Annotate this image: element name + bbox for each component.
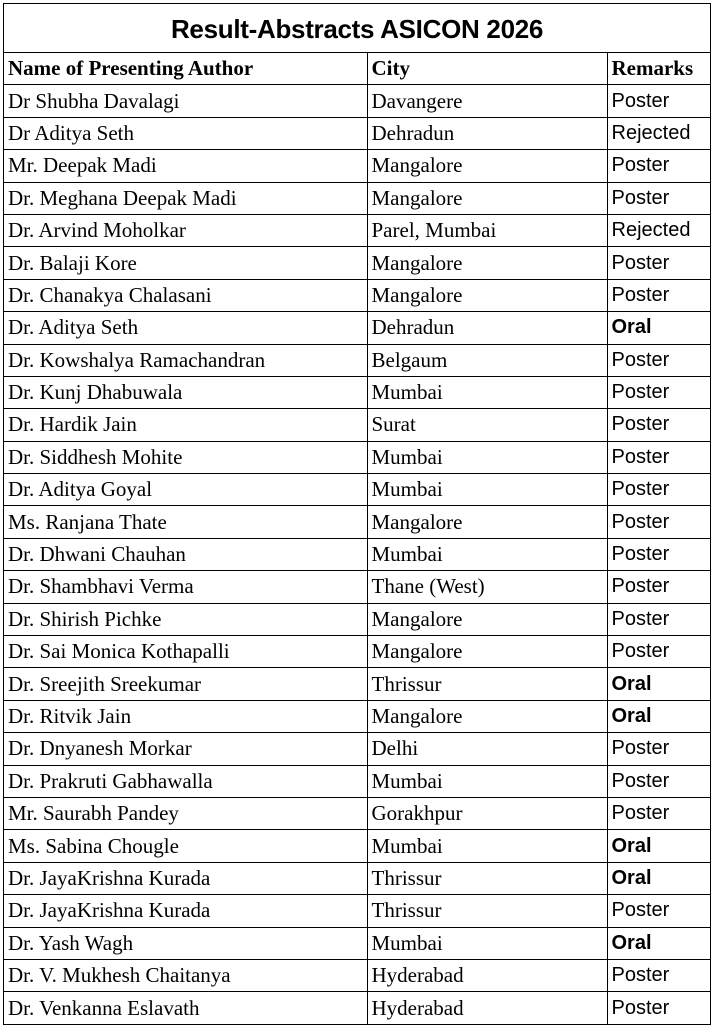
city-cell: Mangalore xyxy=(367,247,607,279)
table-row xyxy=(4,700,710,732)
remark-cell: Poster xyxy=(607,279,710,311)
table-row xyxy=(4,538,710,570)
column-header-remarks: Remarks xyxy=(607,53,710,85)
remark-cell: Poster xyxy=(611,996,670,1019)
author-name-cell: Dr. Hardik Jain xyxy=(4,409,367,441)
remark-cell: Poster xyxy=(607,765,710,797)
remark-cell: Poster xyxy=(607,506,710,538)
table-row xyxy=(4,830,710,862)
city-cell: Mumbai xyxy=(367,376,607,408)
author-name-cell: Dr. Kunj Dhabuwala xyxy=(4,376,367,408)
table-row xyxy=(4,85,710,117)
author-name-cell: Mr. Deepak Madi xyxy=(4,150,367,182)
city-cell: Mangalore xyxy=(367,279,607,311)
remark-cell: Poster xyxy=(607,636,710,668)
city-cell: Mangalore xyxy=(367,182,607,214)
city-cell: Parel, Mumbai xyxy=(367,214,607,246)
city-cell: Hyderabad xyxy=(367,959,607,991)
table-row xyxy=(4,409,710,441)
city-cell: Thane (West) xyxy=(367,571,607,603)
city-cell: Mangalore xyxy=(367,603,607,635)
author-name-cell: Dr. Dhwani Chauhan xyxy=(4,538,367,570)
remark-cell: Poster xyxy=(607,797,710,829)
author-name-cell: Dr. JayaKrishna Kurada xyxy=(4,895,367,927)
remark-cell: Poster xyxy=(607,182,710,214)
remark-cell: Oral xyxy=(607,927,710,959)
remark-cell: Poster xyxy=(607,538,710,570)
table-row xyxy=(4,214,710,246)
city-cell: Thrissur xyxy=(367,895,607,927)
table-row xyxy=(4,571,710,603)
remark-cell: Oral xyxy=(607,700,710,732)
table-row xyxy=(4,668,710,700)
author-name-cell: Dr. JayaKrishna Kurada xyxy=(4,862,367,894)
city-cell: Mangalore xyxy=(367,506,607,538)
author-name-cell: Dr. Aditya Goyal xyxy=(4,474,367,506)
city-cell: Mumbai xyxy=(367,441,607,473)
author-name-cell: Dr. Kowshalya Ramachandran xyxy=(4,344,367,376)
remark-cell: Oral xyxy=(607,312,710,344)
author-name-cell: Ms. Ranjana Thate xyxy=(4,506,367,538)
city-cell: Mumbai xyxy=(367,474,607,506)
city-cell: Mumbai xyxy=(367,830,607,862)
author-name-cell: Dr. Chanakya Chalasani xyxy=(4,279,367,311)
author-name-cell: Ms. Sabina Chougle xyxy=(4,830,367,862)
remark-cell: Poster xyxy=(607,733,710,765)
city-cell: Davangere xyxy=(367,85,607,117)
author-name-cell: Dr. Shirish Pichke xyxy=(4,603,367,635)
city-cell: Mumbai xyxy=(367,765,607,797)
city-cell: Gorakhpur xyxy=(367,797,607,829)
city-cell: Delhi xyxy=(367,733,607,765)
author-name-cell: Dr. Prakruti Gabhawalla xyxy=(4,765,367,797)
author-name-cell: Dr. Dnyanesh Morkar xyxy=(4,733,367,765)
remark-cell: Poster xyxy=(607,150,710,182)
remark-cell: Poster xyxy=(607,247,710,279)
city-cell: Belgaum xyxy=(367,344,607,376)
author-name-cell: Dr. Arvind Moholkar xyxy=(4,214,367,246)
city-cell: Thrissur xyxy=(367,862,607,894)
table-row xyxy=(4,182,710,214)
author-name-cell: Dr Shubha Davalagi xyxy=(4,85,367,117)
column-header-name: Name of Presenting Author xyxy=(4,53,367,85)
remark-cell: Poster xyxy=(607,603,710,635)
remark-cell: Poster xyxy=(607,895,710,927)
column-header-city: City xyxy=(367,53,607,85)
remark-cell: Rejected xyxy=(607,214,710,246)
city-cell: Dehradun xyxy=(367,312,607,344)
author-name-cell: Dr. Meghana Deepak Madi xyxy=(4,182,367,214)
table-row xyxy=(4,959,710,991)
city-cell: Surat xyxy=(367,409,607,441)
table-row xyxy=(4,247,710,279)
table-row xyxy=(4,797,710,829)
table-row xyxy=(4,862,710,894)
city-cell: Mangalore xyxy=(367,636,607,668)
city-cell: Mangalore xyxy=(367,700,607,732)
remark-cell: Rejected xyxy=(607,117,710,149)
remark-cell: Poster xyxy=(607,474,710,506)
remark-cell: Poster xyxy=(607,344,710,376)
table-row xyxy=(4,895,710,927)
table-body xyxy=(4,85,710,1024)
city-cell: Mangalore xyxy=(367,150,607,182)
results-sheet xyxy=(3,3,711,1025)
table-row xyxy=(4,474,710,506)
remark-cell: Poster xyxy=(607,409,710,441)
remark-cell: Oral xyxy=(607,862,710,894)
remark-cell: Oral xyxy=(607,830,710,862)
table-row xyxy=(4,150,710,182)
author-name-cell: Dr. Sreejith Sreekumar xyxy=(4,668,367,700)
header-row xyxy=(4,53,710,85)
table-row xyxy=(4,506,710,538)
remark-cell: Poster xyxy=(607,85,710,117)
results-table xyxy=(4,53,710,1024)
author-name-cell: Dr. Yash Wagh xyxy=(4,927,367,959)
city-cell: Thrissur xyxy=(367,668,607,700)
remark-cell: Poster xyxy=(607,571,710,603)
table-row xyxy=(4,344,710,376)
table-row xyxy=(4,927,710,959)
remark-cell: Oral xyxy=(607,668,710,700)
author-name-cell: Dr. Sai Monica Kothapalli xyxy=(4,636,367,668)
author-name-cell: Dr. Aditya Seth xyxy=(4,312,367,344)
table-row xyxy=(4,376,710,408)
city-cell: Dehradun xyxy=(367,117,607,149)
table-row xyxy=(4,279,710,311)
author-name-cell: Dr. V. Mukhesh Chaitanya xyxy=(4,959,367,991)
table-row xyxy=(4,733,710,765)
author-name-cell: Dr. Balaji Kore xyxy=(4,247,367,279)
author-name-cell: Dr. Siddhesh Mohite xyxy=(4,441,367,473)
author-name-cell: Mr. Saurabh Pandey xyxy=(4,797,367,829)
table-row xyxy=(4,603,710,635)
city-cell: Hyderabad xyxy=(367,992,607,1024)
author-name-cell: Dr. Venkanna Eslavath xyxy=(4,992,367,1024)
author-name-cell: Dr. Ritvik Jain xyxy=(4,700,367,732)
remark-cell: Poster xyxy=(607,376,710,408)
table-row xyxy=(4,441,710,473)
sheet-title: Result-Abstracts ASICON 2026 xyxy=(4,4,710,53)
table-row xyxy=(4,636,710,668)
table-row xyxy=(4,765,710,797)
table-row xyxy=(4,117,710,149)
author-name-cell: Dr Aditya Seth xyxy=(4,117,367,149)
remark-cell: Poster xyxy=(607,959,710,991)
remark-cell: Poster xyxy=(607,441,710,473)
author-name-cell: Dr. Shambhavi Verma xyxy=(4,571,367,603)
table-row xyxy=(4,312,710,344)
city-cell: Mumbai xyxy=(367,538,607,570)
table-row xyxy=(4,992,710,1024)
city-cell: Mumbai xyxy=(367,927,607,959)
